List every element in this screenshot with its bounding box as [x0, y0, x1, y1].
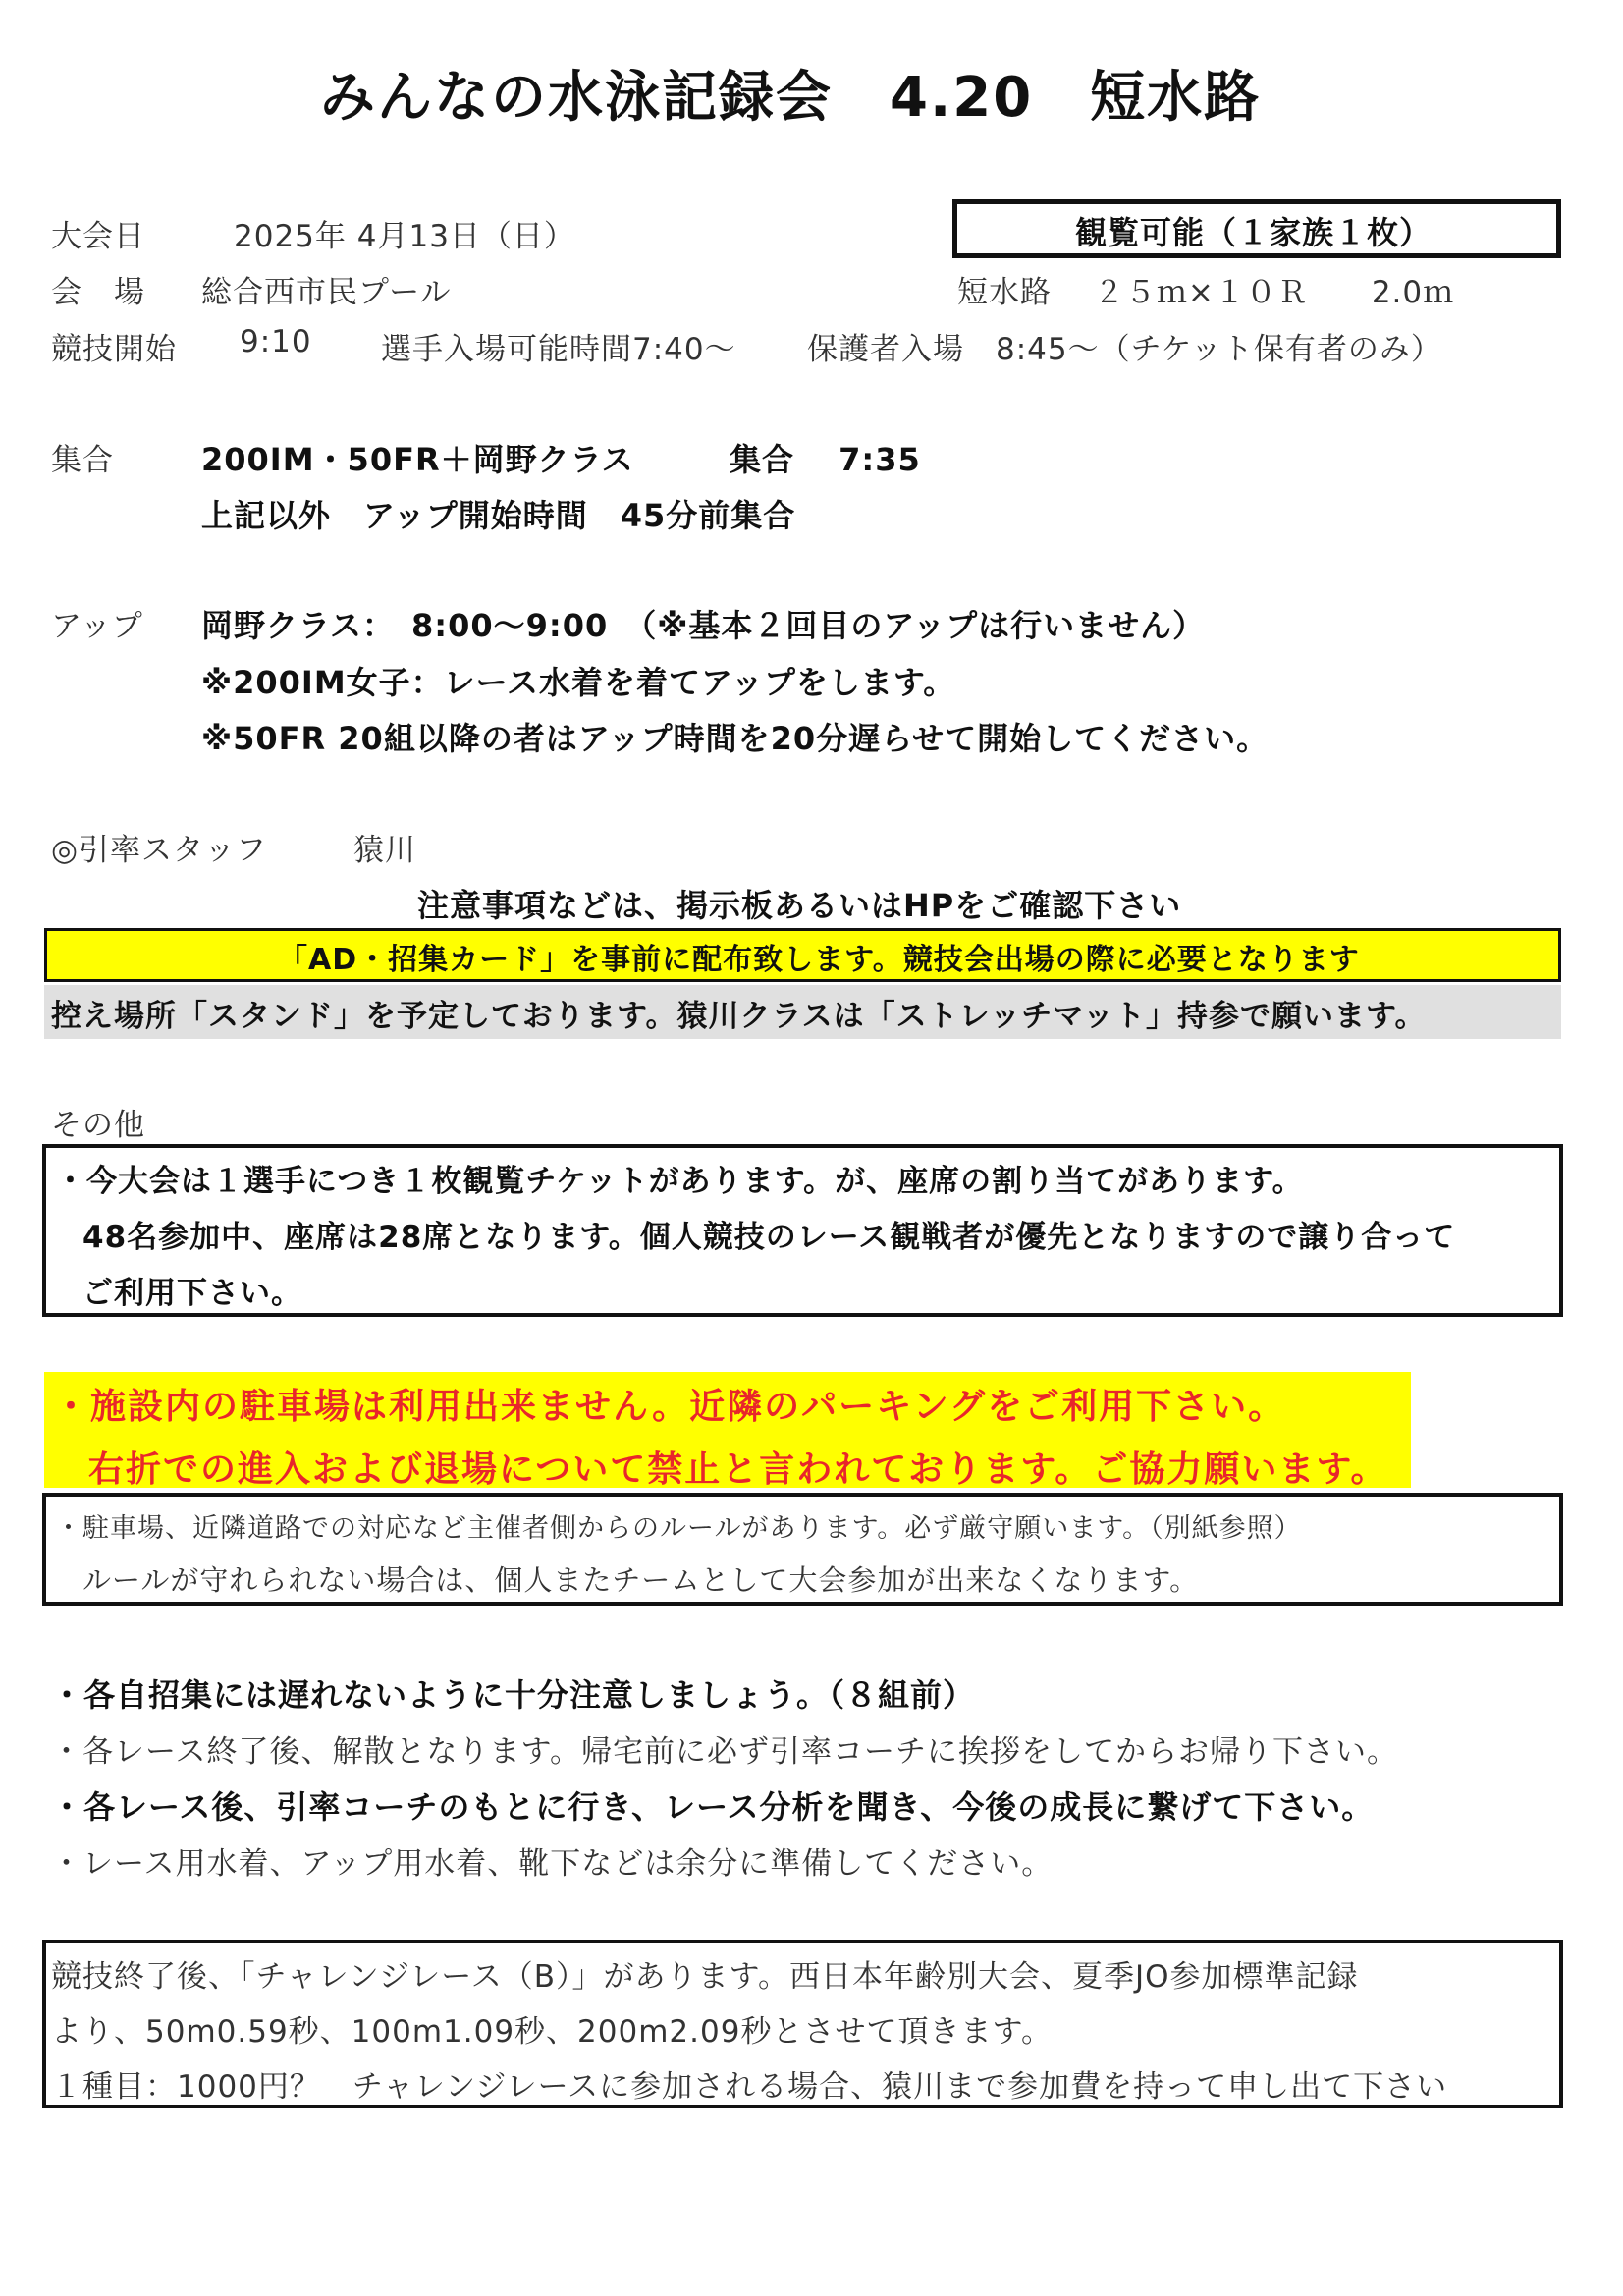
- athlete-entry: 選手入場可能時間7:40～: [381, 332, 736, 367]
- viewing-box-text: 観覧可能（１家族１枚）: [1075, 214, 1433, 251]
- pool-info: 短水路 ２５ｍ×１０Ｒ 2.0ｍ: [957, 275, 1455, 310]
- page-title: みんなの水泳記録会 4.20 短水路: [320, 66, 1262, 130]
- parking-rules-line1: ・駐車場、近隣道路での対応など主催者側からのルールがあります。必ず厳守願います。（別紙参照）: [55, 1513, 1302, 1544]
- challenge-line1: 競技終了後、「チャレンジレース（B）」があります。西日本年齢別大会、夏季JO参加標準記録: [51, 1959, 1359, 1995]
- note-analysis: ・各レース後、引率コーチのもとに行き、レース分析を聞き、今後の成長に繋げて下さい。: [51, 1788, 1375, 1826]
- challenge-line2: より、50m0.59秒、100m1.09秒、200m2.09秒とさせて頂きます。: [51, 2014, 1053, 2050]
- note-dismiss: ・各レース終了後、解散となります。帰宅前に必ず引率コーチに挨拶をしてからお帰り下さい。: [51, 1734, 1398, 1770]
- staff-name: 猿川: [353, 833, 416, 868]
- challenge-line3: １種目：1000円？ チャレンジレースに参加される場合、猿川まで参加費を持って申し出て下さい: [51, 2069, 1448, 2105]
- note-equipment: ・レース用水着、アップ用水着、靴下などは余分に準備してください。: [51, 1846, 1054, 1882]
- warmup-line2: ※200IM女子：レース水着を着てアップをします。: [201, 664, 956, 701]
- staff-label: ◎引率スタッフ: [51, 833, 268, 868]
- ad-card-notice: 「AD・招集カード」を事前に配布致します。競技会出場の際に必要となります: [278, 943, 1360, 977]
- other-line1: ・今大会は１選手につき１枚観覧チケットがあります。が、座席の割り当てがあります。: [55, 1164, 1304, 1199]
- guardian-entry: 保護者入場 8:45～（チケット保有者のみ）: [807, 332, 1442, 367]
- start-time: 9:10: [240, 324, 312, 359]
- warmup-line3: ※50FR 20組以降の者はアップ時間を20分遅らせて開始してください。: [201, 720, 1270, 757]
- parking-rules-line2: ルールが守れられない場合は、個人またチームとして大会参加が出来なくなります。: [82, 1563, 1200, 1597]
- waiting-area: 控え場所「スタンド」を予定しております。猿川クラスは「ストレッチマット」持参で願います。: [51, 999, 1427, 1034]
- date-value: 2025年 4月13日（日）: [234, 219, 575, 254]
- other-label: その他: [51, 1108, 145, 1143]
- venue-value: 総合西市民プール: [201, 275, 452, 310]
- other-line3: ご利用下さい。: [82, 1276, 302, 1311]
- date-label: 大会日: [51, 219, 145, 254]
- venue-label: 会 場: [51, 275, 145, 310]
- parking-line1: ・施設内の駐車場は利用出来ません。近隣のパーキングをご利用下さい。: [53, 1387, 1286, 1427]
- note-gather: ・各自招集には遅れないように十分注意しましょう。（８組前）: [51, 1676, 976, 1714]
- parking-line2: 右折での進入および退場について禁止と言われております。ご協力願います。: [88, 1449, 1388, 1490]
- start-label: 競技開始: [51, 332, 177, 367]
- gather-line1-left: 200IM・50FR＋岡野クラス: [201, 441, 634, 478]
- warmup-line1: 岡野クラス： 8:00～9:00 （※基本２回目のアップは行いません）: [201, 607, 1206, 644]
- gather-line1-right: 集合 7:35: [730, 441, 921, 478]
- notice-center: 注意事項などは、掲示板あるいはHPをご確認下さい: [417, 887, 1182, 924]
- warmup-label: アップ: [51, 609, 143, 644]
- other-line2: 48名参加中、座席は28席となります。個人競技のレース観戦者が優先となりますので譲り合って: [82, 1220, 1456, 1255]
- gather-line2: 上記以外 アップ開始時間 45分前集合: [201, 497, 796, 534]
- gather-label: 集合: [51, 443, 114, 478]
